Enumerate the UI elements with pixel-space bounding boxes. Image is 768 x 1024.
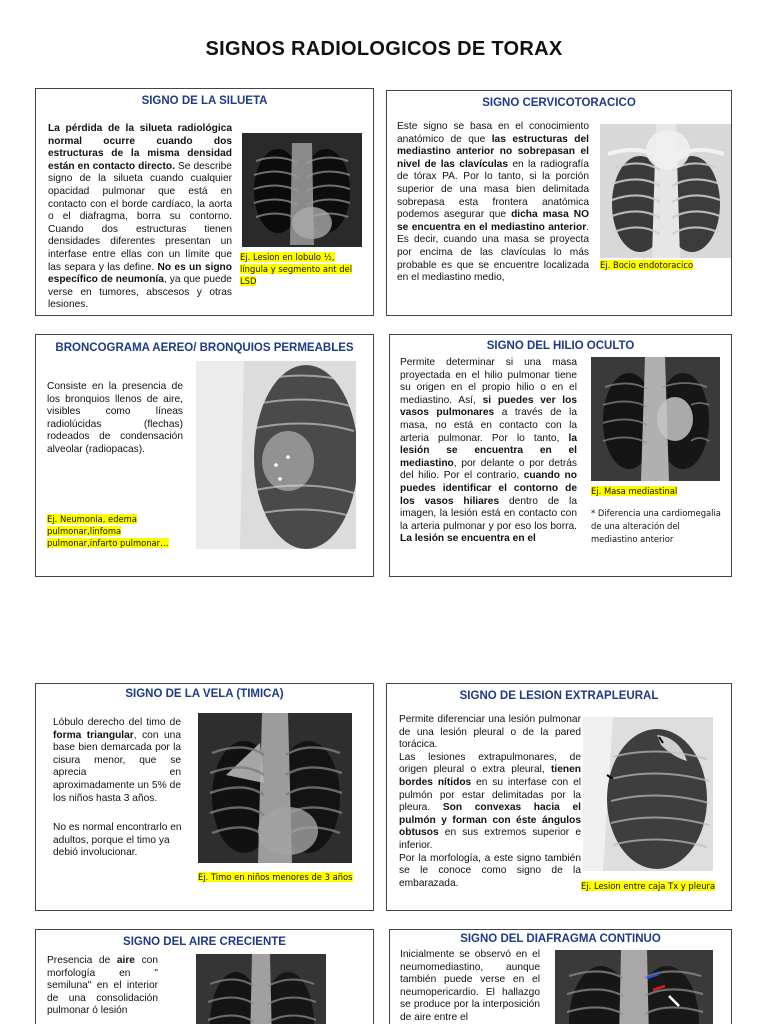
chest-xray-image [196,361,356,549]
image-caption: Ej. Timo en niños menores de 3 años [198,872,353,882]
card-text: Inicialmente se observó en el neumomediastino, aunque también puede verse en el neumopericardio. El hallazgo se produce por la interposición de aire entre el [400,949,540,1023]
image-caption: Ej. Masa mediastinal [591,486,678,496]
image-caption: Ej. Lesion en lobulo ½, língula y segmento ant del LSD [240,252,353,286]
card-signo-vela [35,683,374,911]
card-title: SIGNO CERVICOTORACICO [482,97,636,109]
chest-xray-image [600,124,732,258]
card-text: Lóbulo derecho del timo de forma triangular, con una base bien demarcada por la cisura menor, que se aprecia en aproximadamente un 5% de los niños hasta 3 años. [53,717,181,804]
chest-xray-image [198,713,352,863]
image-caption: Ej. Lesion entre caja Tx y pleura [581,881,716,891]
card-broncograma-aereo [35,334,374,577]
page-title: SIGNOS RADIOLOGICOS DE TORAX [205,38,563,60]
card-signo-hilio-oculto [389,334,732,577]
card-text-2: No es normal encontrarlo en adultos, porque el timo ya debió involucionar. [53,822,182,859]
card-signo-lesion-extrapleural [386,683,732,911]
image-caption: Ej. Neumonía, edema pulmonar,linfoma pulmonar,infarto pulmonar… [47,514,169,548]
chest-xray-image [242,133,362,247]
card-text: Consiste en la presencia de los bronquios llenos de aire, visibles como líneas radiolúcidas (flechas) rodeados de condensación alveolar (radiopacas). [47,381,183,455]
card-signo-cervicotoracico [386,90,732,316]
card-title: SIGNO DE LA VELA (TIMICA) [125,688,284,700]
chest-xray-image [591,357,720,481]
chest-xray-image [196,954,326,1024]
card-signo-diafragma-continuo [389,929,732,1024]
card-signo-silueta [35,88,374,316]
card-title: SIGNO DEL DIAFRAGMA CONTINUO [460,933,661,945]
chest-xray-image [555,950,713,1024]
image-caption: Ej. Bocio endotoracico [600,260,694,270]
card-title: BRONCOGRAMA AEREO/ BRONQUIOS PERMEABLES [55,342,354,354]
card-text: Permite diferenciar una lesión pulmonar de una lesión pleural o de la pared torácica. Las lesiones extrapulmonares, de origen pleural o extra pleural, tienen bordes nítidos en su interfase con el pulmón por estar delimitadas por la pleura. Son convexas hacia el pulmón y forman con éste ángulos obtusos en sus extremos superior e inferior. Por la morfología, a este signo también se le conoce como signo de la embarazada. [399,714,582,889]
card-title: SIGNO DEL HILIO OCULTO [486,340,635,352]
card-text: Permite determinar si una masa proyectada en el hilio pulmonar tiene su origen en el propio hilio o en el mediastino. Así, si puedes ver los vasos pulmonares a través de la masa, no está en contacto con la arteria pulmonar. Por lo tanto, la lesión se encuentra en el mediastino, por delante o por detrás del hilio. Por el contrario, cuando no puedes identificar el contorno de los vasos hiliares dentro de la imagen, la lesión está en contacto con la arteria pulmonar y por eso los borra. La lesión se encuentra en el [400,357,578,545]
card-text: La pérdida de la silueta radiológica normal ocurre cuando dos estructuras de la misma densidad están en contacto directo. Se describe signo de la silueta cuando cualquier opacidad pulmonar que está en contacto con el borde cardíaco, la aorta o el diafragma, borra su contorno. Cuando dos estructuras tienen densidades diferentes presentan un interfase entre ellas con un límite que las separa y las define. No es un signo específico de neumonía, ya que puede verse en tumores, abscesos y otras lesiones. [48,123,232,311]
chest-xray-image [583,717,713,871]
card-title: SIGNO DEL AIRE CRECIENTE [123,936,286,948]
card-text: Presencia de aire con morfología en " semiluna" en el interior de una consolidación pulmonar ó lesión [47,955,158,1017]
card-title: SIGNO DE LESION EXTRAPLEURAL [459,690,659,702]
card-signo-aire-creciente [35,929,374,1024]
card-title: SIGNO DE LA SILUETA [141,95,268,107]
note-text: * Diferencia una cardiomegalia de una alteración del mediastino anterior [591,508,721,544]
card-text: Este signo se basa en el conocimiento anatómico de que las estructuras del mediastino anterior no sobrepasan el nivel de las clavículas en la radiografía de tórax PA. Por lo tanto, si la porción superior de una masa bien delimitada sobrepasa esta frontera anatómica podemos asegurar que dicha masa NO se encuentra en el mediastino anterior. Es decir, cuando una masa se proyecta por encima de las clavículas lo más probable es que se encuentre localizada en el mediastino medio, [397,121,590,284]
